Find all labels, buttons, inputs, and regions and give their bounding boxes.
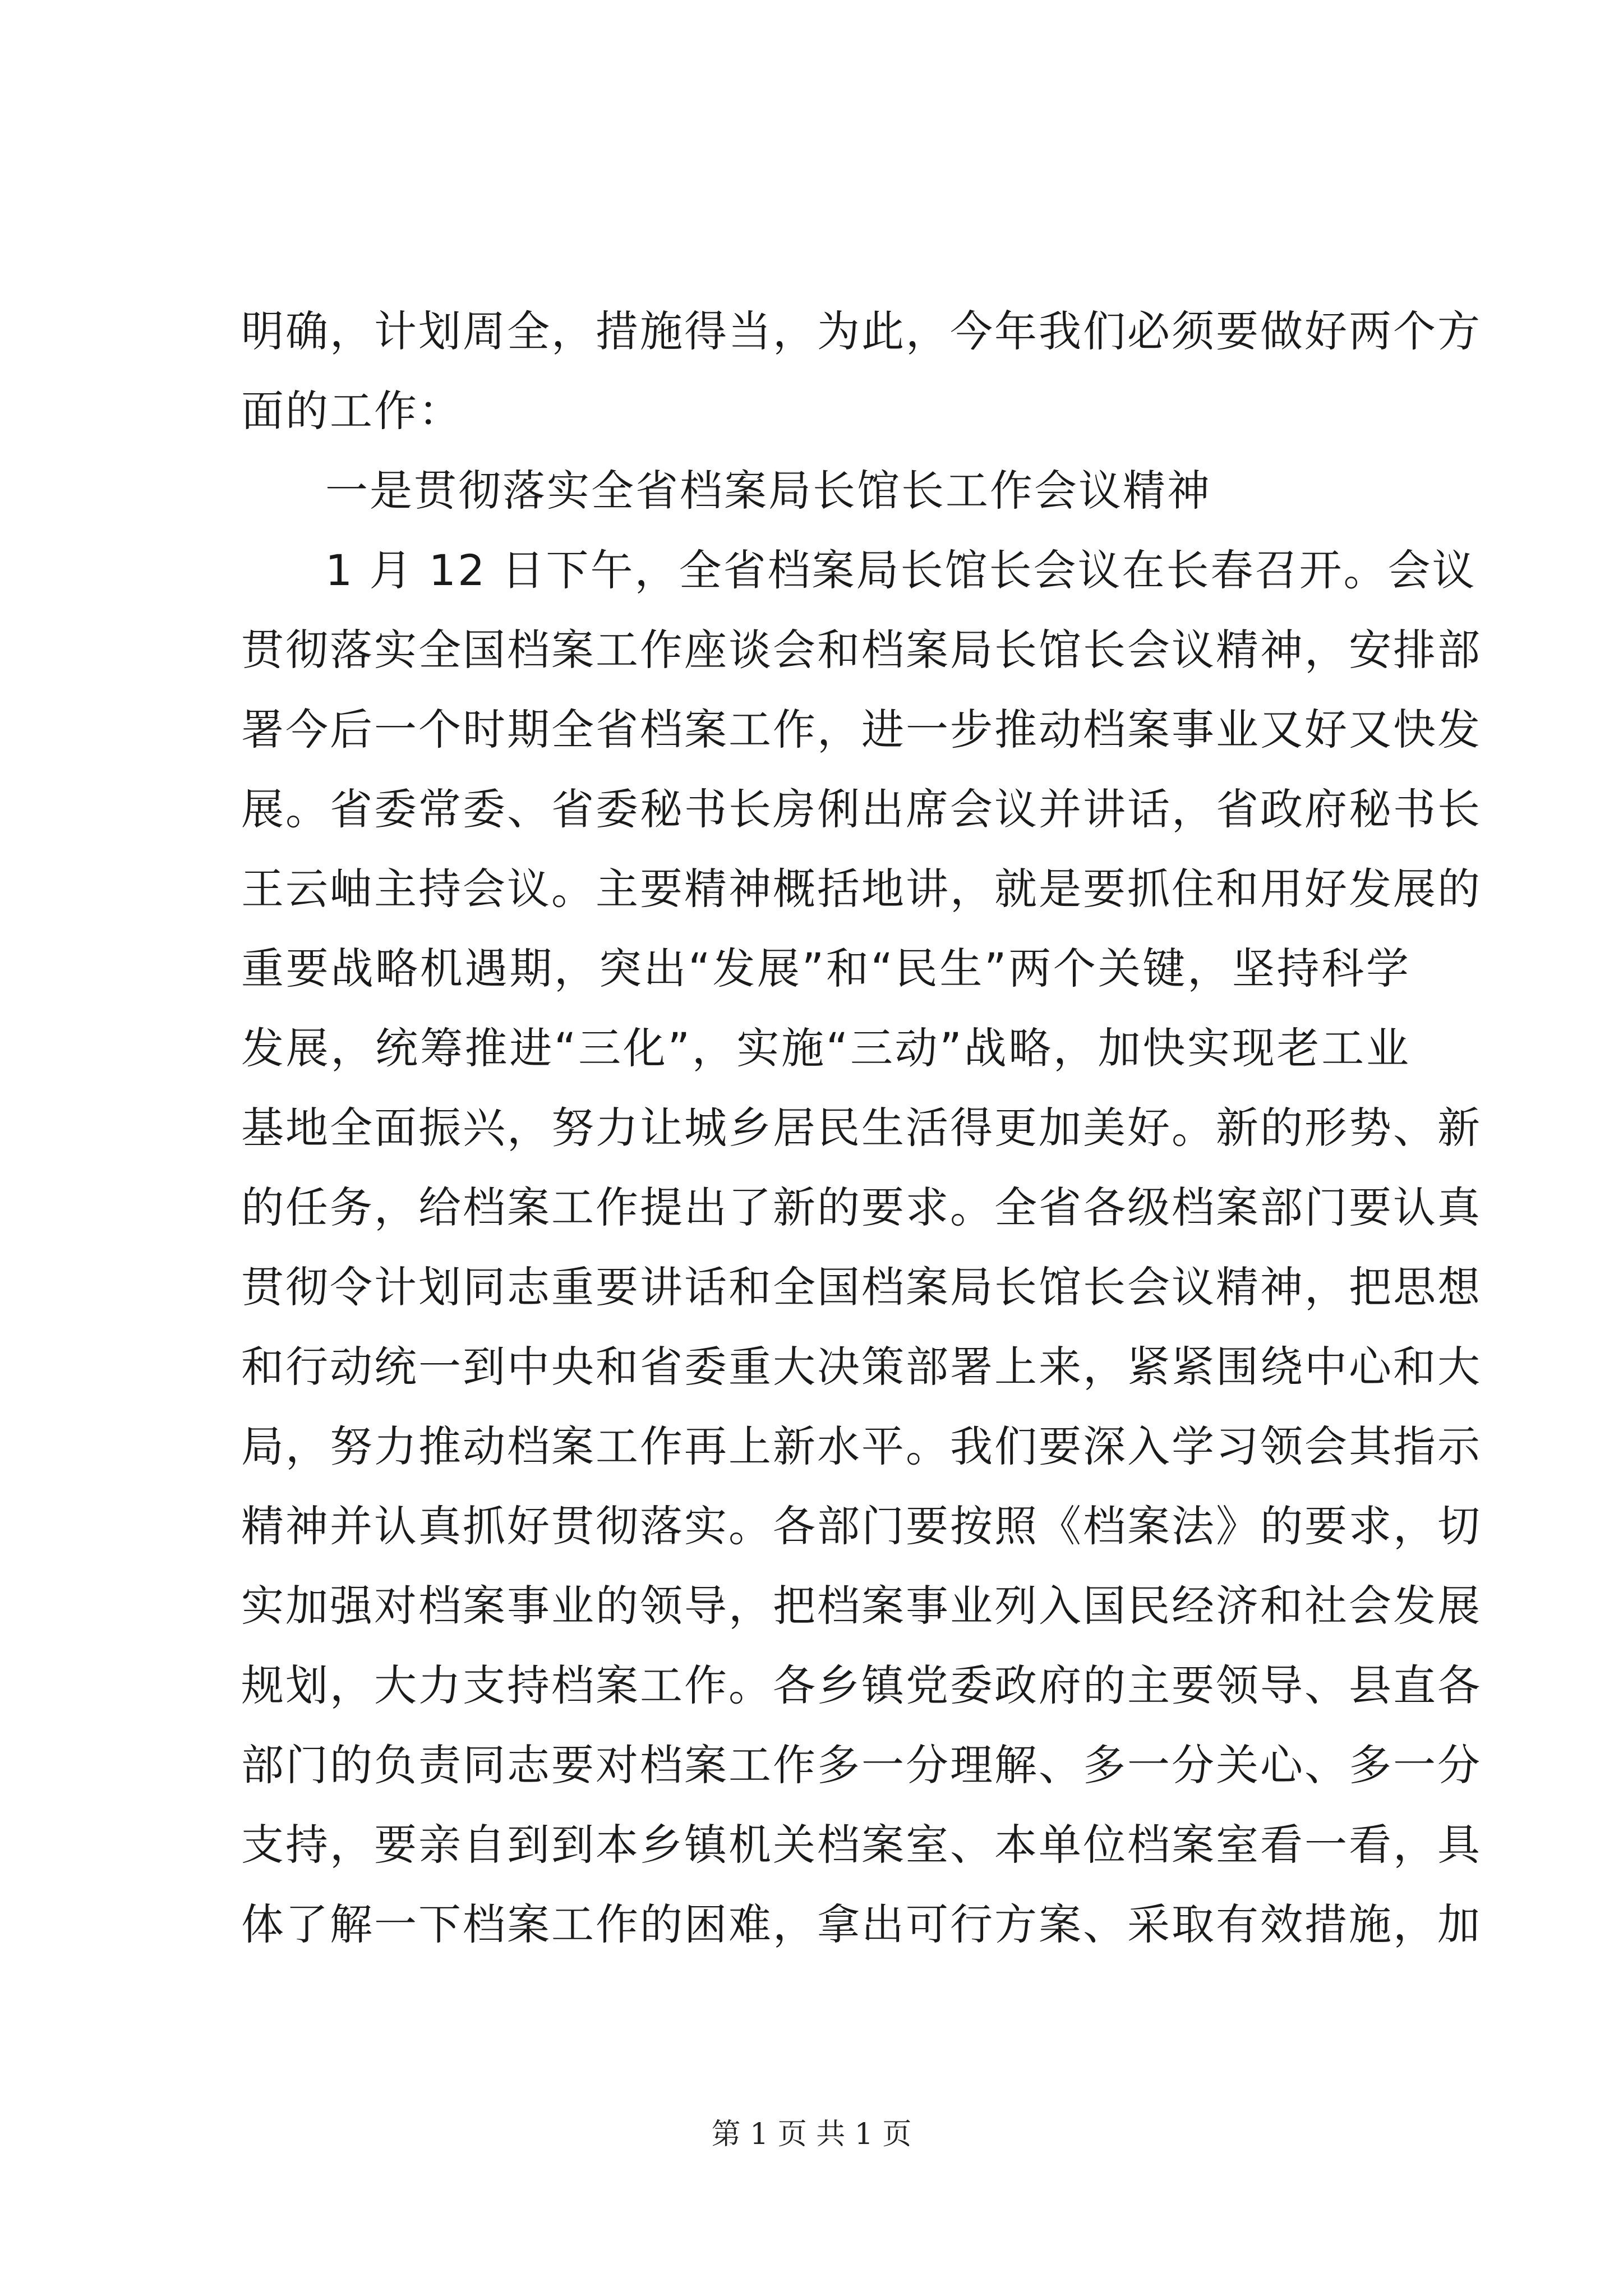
text-line: 基地全面振兴，努力让城乡居民生活得更加美好。新的形势、新 xyxy=(241,1103,1482,1153)
text-line: 明确，计划周全，措施得当，为此，今年我们必须要做好两个方 xyxy=(241,306,1482,356)
text-line: 规划，大力支持档案工作。各乡镇党委政府的主要领导、县直各 xyxy=(241,1660,1482,1710)
text-line: 局，努力推动档案工作再上新水平。我们要深入学习领会其指示 xyxy=(241,1421,1482,1471)
text-line: 实加强对档案事业的领导，把档案事业列入国民经济和社会发展 xyxy=(241,1581,1482,1631)
text-line: 和行动统一到中央和省委重大决策部署上来，紧紧围绕中心和大 xyxy=(241,1342,1482,1392)
text-line: 的任务，给档案工作提出了新的要求。全省各级档案部门要认真 xyxy=(241,1182,1482,1232)
text-line: 展。省委常委、省委秘书长房俐出席会议并讲话，省政府秘书长 xyxy=(241,784,1482,834)
text-line: 发展，统筹推进“三化”，实施“三动”战略，加快实现老工业 xyxy=(241,1023,1410,1073)
page-number: 第 1 页 共 1 页 xyxy=(711,2118,912,2151)
text-line: 王云岫主持会议。主要精神概括地讲，就是要抓住和用好发展的 xyxy=(241,864,1482,914)
text-line: 贯彻令计划同志重要讲话和全国档案局长馆长会议精神，把思想 xyxy=(241,1262,1482,1312)
text-line: 部门的负责同志要对档案工作多一分理解、多一分关心、多一分 xyxy=(241,1740,1482,1790)
text-line: 重要战略机遇期，突出“发展”和“民生”两个关键，坚持科学 xyxy=(241,944,1410,993)
text-line: 体了解一下档案工作的困难，拿出可行方案、采取有效措施，加 xyxy=(241,1899,1482,1949)
text-line: 贯彻落实全国档案工作座谈会和档案局长馆长会议精神，安排部 xyxy=(241,625,1482,675)
body-text xyxy=(241,292,1482,1964)
text-line: 1 月 12 日下午，全省档案局长馆长会议在长春召开。会议 xyxy=(325,545,1477,595)
text-line: 支持，要亲自到到本乡镇机关档案室、本单位档案室看一看，具 xyxy=(241,1820,1482,1870)
text-line: 署今后一个时期全省档案工作，进一步推动档案事业又好又快发 xyxy=(241,705,1482,754)
section-heading: 一是贯彻落实全省档案局长馆长工作会议精神 xyxy=(325,466,1211,516)
text-line: 精神并认真抓好贯彻落实。各部门要按照《档案法》的要求，切 xyxy=(241,1501,1482,1551)
page-footer xyxy=(0,2115,1623,2154)
text-line: 面的工作： xyxy=(241,386,463,436)
